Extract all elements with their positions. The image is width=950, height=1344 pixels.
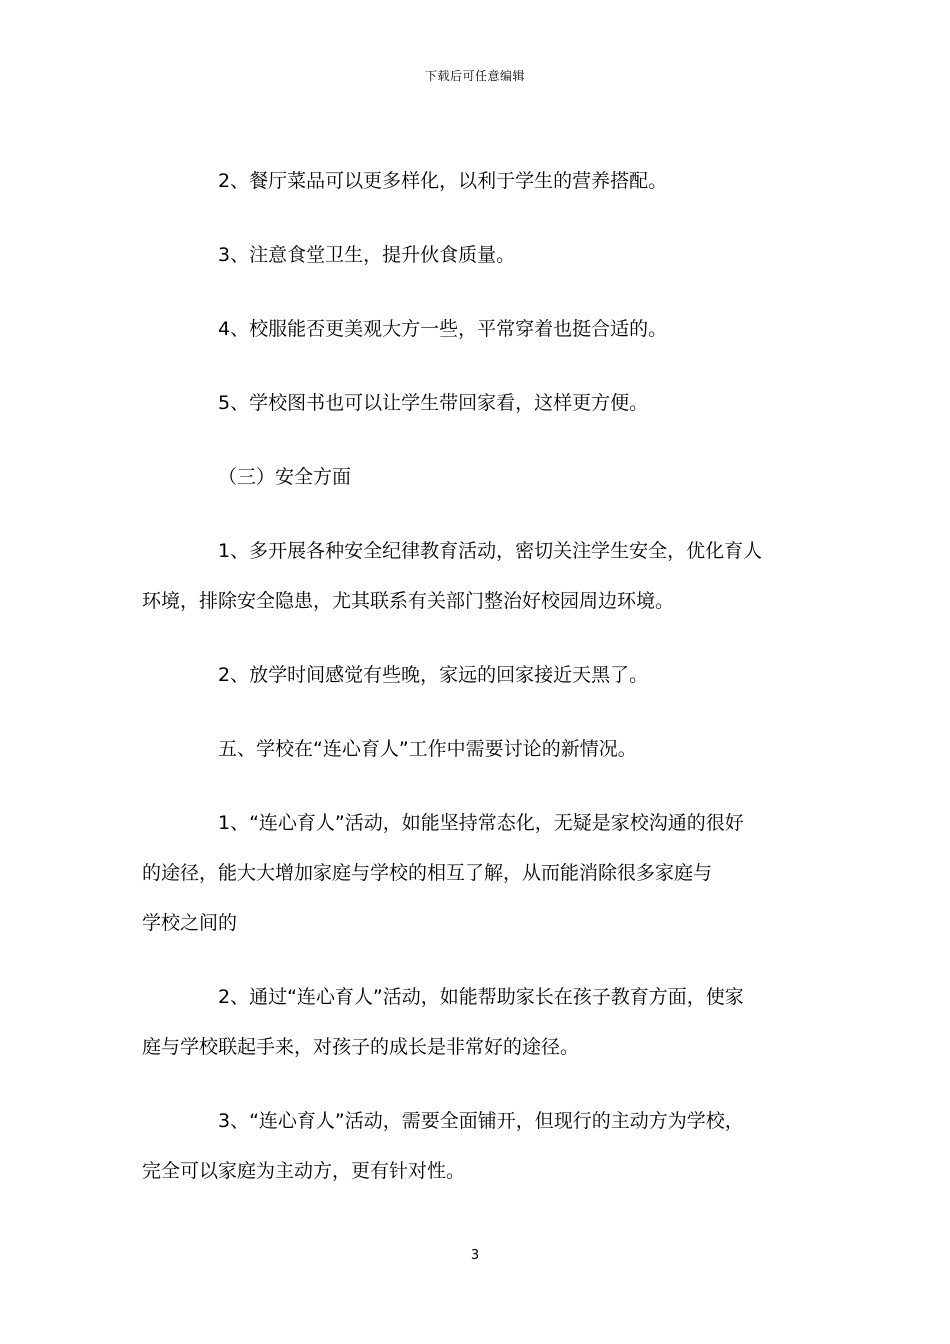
paragraph-line: 完全可以家庭为主动方，更有针对性。 <box>142 1160 466 1182</box>
paragraph-line: 2、放学时间感觉有些晚，家远的回家接近天黑了。 <box>218 664 649 686</box>
document-body <box>142 156 770 1220</box>
paragraph-canteen-hygiene <box>180 230 770 280</box>
paragraph-safety-education <box>142 526 770 626</box>
paragraph-line: 3、注意食堂卫生，提升伙食质量。 <box>218 244 516 266</box>
paragraph-canteen-variety <box>180 156 770 206</box>
paragraph-dismissal-time <box>180 650 770 700</box>
paragraph-normalization <box>142 798 770 948</box>
paragraph-parent-cooperation <box>142 972 770 1072</box>
section-heading: 五、学校在“连心育人”工作中需要讨论的新情况。 <box>218 738 637 760</box>
section-heading-safety <box>180 452 770 502</box>
paragraph-line: 1、多开展各种安全纪律教育活动，密切关注学生安全，优化育人 <box>218 540 763 562</box>
paragraph-line: 3、“连心育人”活动，需要全面铺开，但现行的主动方为学校， <box>218 1110 744 1132</box>
paragraph-line: 5、学校图书也可以让学生带回家看，这样更方便。 <box>218 392 649 414</box>
paragraph-line: 环境，排除安全隐患，尤其联系有关部门整治好校园周边环境。 <box>142 590 675 612</box>
paragraph-line: 庭与学校联起手来，对孩子的成长是非常好的途径。 <box>142 1036 580 1058</box>
paragraph-family-initiative <box>142 1096 770 1196</box>
header-note: 下载后可任意编辑 <box>424 69 525 83</box>
page-number: 3 <box>470 1248 480 1263</box>
section-heading-new-situations <box>180 724 770 774</box>
paragraph-line: 的途径，能大大增加家庭与学校的相互了解，从而能消除很多家庭与 <box>142 862 713 884</box>
paragraph-library-books <box>180 378 770 428</box>
paragraph-line: 1、“连心育人”活动，如能坚持常态化，无疑是家校沟通的很好 <box>218 812 744 834</box>
paragraph-line: 2、餐厅菜品可以更多样化，以利于学生的营养搭配。 <box>218 170 668 192</box>
paragraph-line: 2、通过“连心育人”活动，如能帮助家长在孩子教育方面，使家 <box>218 986 744 1008</box>
section-heading: （三）安全方面 <box>218 466 352 488</box>
paragraph-line: 4、校服能否更美观大方一些，平常穿着也挺合适的。 <box>218 318 668 340</box>
paragraph-line: 学校之间的 <box>142 912 238 934</box>
paragraph-uniform <box>180 304 770 354</box>
